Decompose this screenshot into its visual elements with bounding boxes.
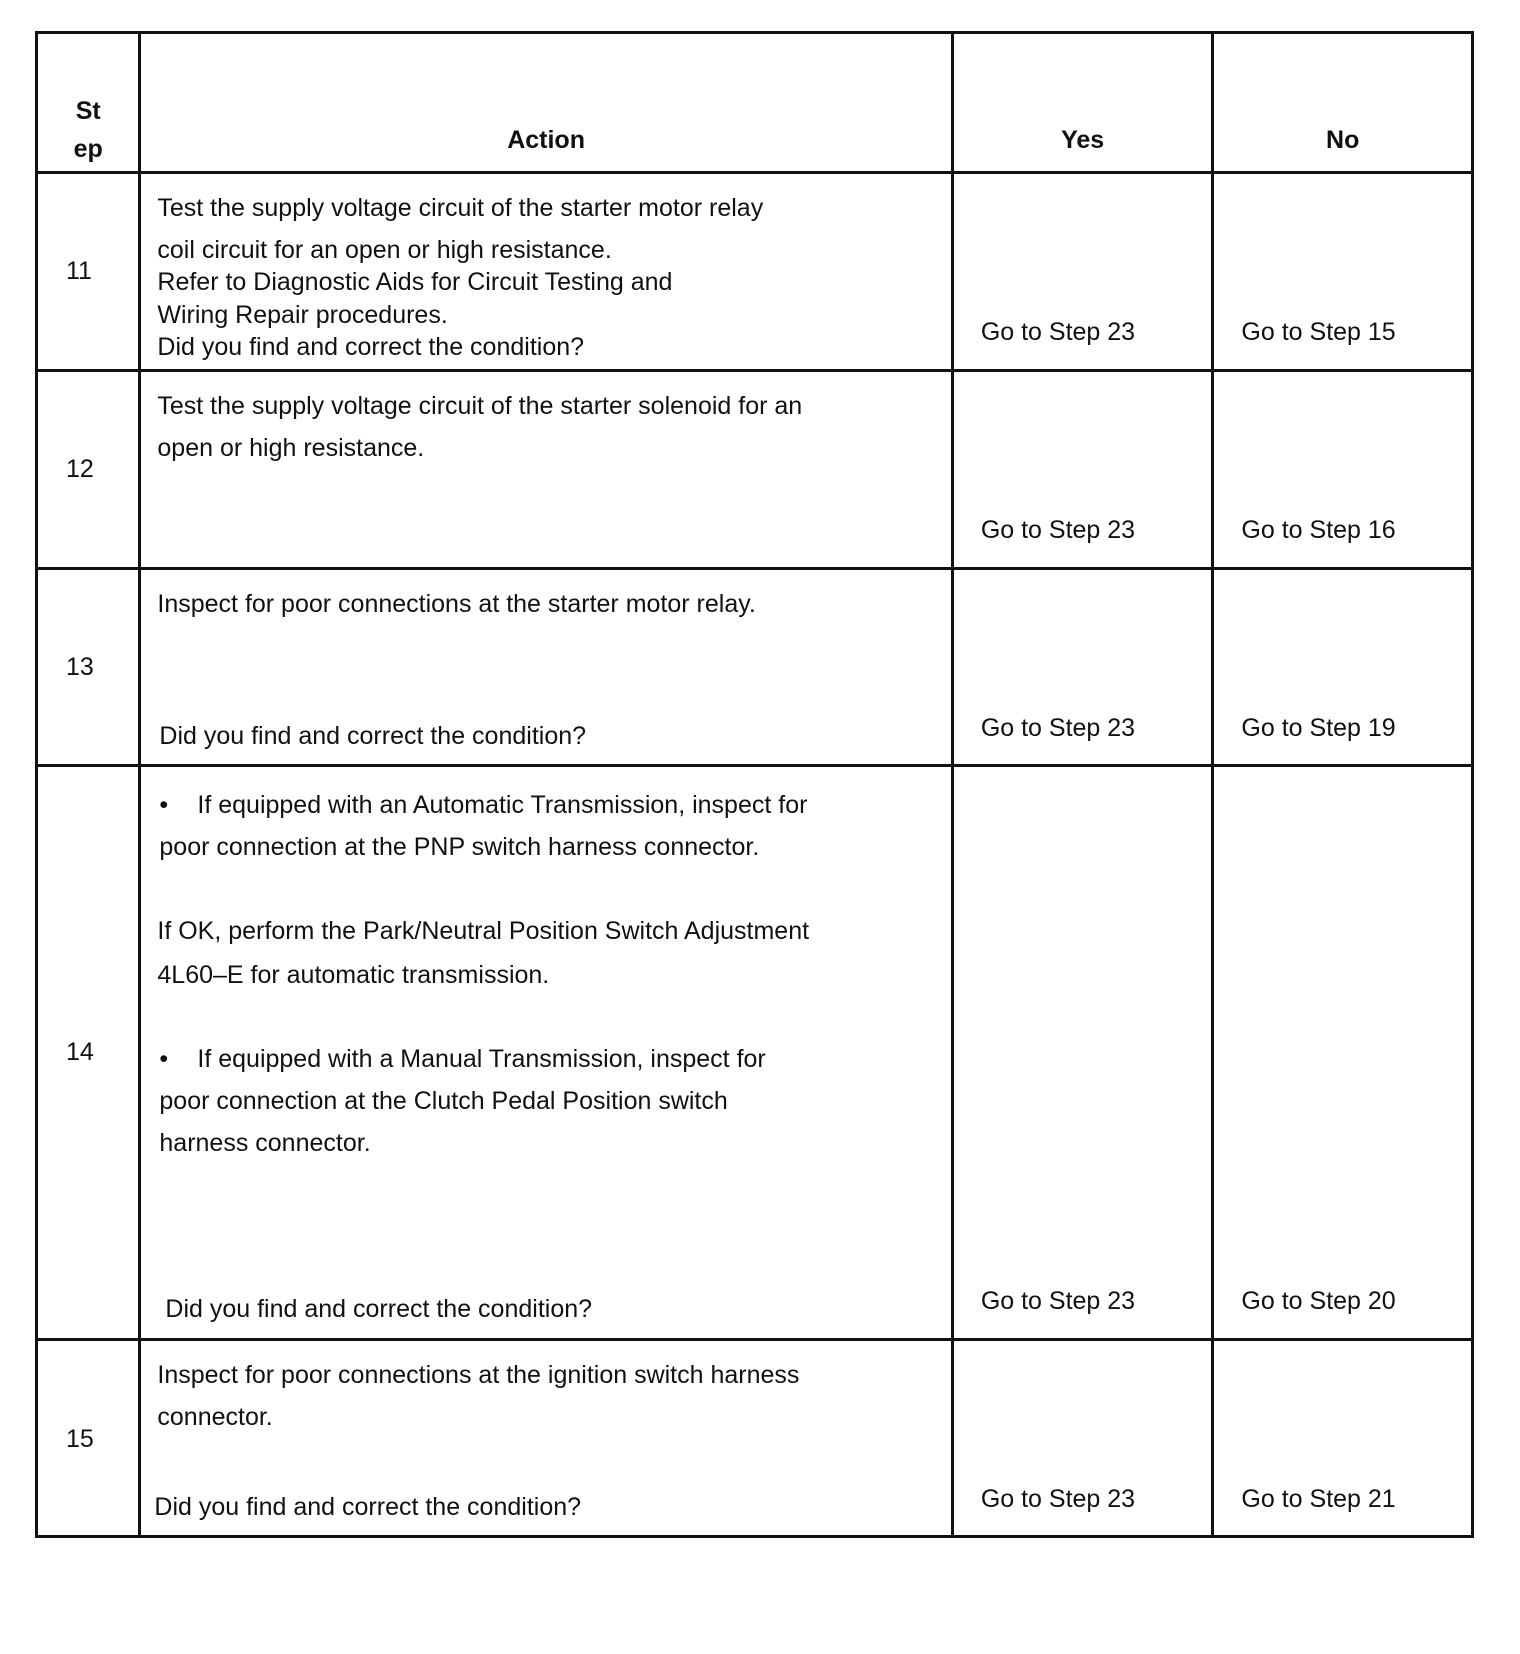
action-line	[157, 1043, 940, 1085]
yes-cell	[952, 766, 1213, 1340]
table-row	[37, 569, 1473, 766]
step-number: 11	[66, 257, 92, 285]
no-goto-link: Go to Step 16	[1241, 516, 1396, 544]
action-line: open or high resistance.	[157, 434, 425, 462]
header-step-line1: St	[75, 97, 101, 125]
header-yes	[952, 33, 1213, 173]
no-goto-link: Go to Step 21	[1241, 1485, 1396, 1513]
bullet-icon: •	[159, 1045, 169, 1073]
no-cell	[1213, 371, 1473, 569]
header-step-line2: ep	[73, 135, 103, 163]
no-cell	[1213, 569, 1473, 766]
action-line: Inspect for poor connections at the starter motor relay.	[157, 590, 756, 618]
action-line: 4L60–E for automatic transmission.	[157, 961, 550, 989]
no-cell	[1213, 173, 1473, 371]
no-cell	[1213, 1340, 1473, 1537]
action-line: harness connector.	[159, 1129, 371, 1157]
no-goto-link: Go to Step 15	[1241, 318, 1396, 346]
table-row	[37, 173, 1473, 371]
step-cell	[37, 569, 140, 766]
header-yes-label: Yes	[1061, 126, 1105, 154]
action-line: Test the supply voltage circuit of the starter solenoid for an	[157, 392, 803, 420]
bullet-icon: •	[159, 791, 169, 819]
yes-cell	[952, 1340, 1213, 1537]
step-number: 13	[66, 653, 94, 681]
action-cell	[140, 1340, 952, 1537]
action-line: Did you find and correct the condition?	[157, 333, 585, 361]
diagnostic-step-table	[35, 31, 1474, 1538]
header-row	[37, 33, 1473, 173]
action-line: poor connection at the Clutch Pedal Position switch	[159, 1087, 728, 1115]
action-cell	[140, 173, 952, 371]
action-line: Did you find and correct the condition?	[154, 1493, 582, 1521]
no-cell	[1213, 766, 1473, 1340]
action-line: If OK, perform the Park/Neutral Position Switch Adjustment	[157, 917, 810, 945]
action-line	[157, 789, 940, 831]
step-number: 12	[66, 455, 94, 483]
action-line: coil circuit for an open or high resistance.	[157, 236, 612, 264]
step-cell	[37, 371, 140, 569]
action-line: Refer to Diagnostic Aids for Circuit Testing and	[157, 268, 673, 296]
action-line-text: If equipped with a Manual Transmission, inspect for	[197, 1045, 766, 1073]
action-cell	[140, 569, 952, 766]
action-line-text: If equipped with an Automatic Transmission, inspect for	[197, 791, 808, 819]
action-line: Did you find and correct the condition?	[159, 722, 587, 750]
step-cell	[37, 1340, 140, 1537]
yes-cell	[952, 569, 1213, 766]
step-cell	[37, 766, 140, 1340]
yes-cell	[952, 173, 1213, 371]
header-step	[37, 33, 140, 173]
action-line: poor connection at the PNP switch harness connector.	[159, 833, 760, 861]
action-cell	[140, 371, 952, 569]
action-cell	[140, 766, 952, 1340]
yes-goto-link: Go to Step 23	[980, 318, 1136, 346]
no-goto-link: Go to Step 20	[1241, 1287, 1396, 1315]
yes-cell	[952, 371, 1213, 569]
header-action-label: Action	[507, 126, 585, 154]
step-cell	[37, 173, 140, 371]
action-line: Test the supply voltage circuit of the starter motor relay	[157, 194, 764, 222]
header-action	[140, 33, 952, 173]
yes-goto-link: Go to Step 23	[980, 516, 1136, 544]
table-row	[37, 1340, 1473, 1537]
step-number: 15	[66, 1425, 94, 1453]
no-goto-link: Go to Step 19	[1241, 714, 1396, 742]
step-number: 14	[66, 1038, 94, 1066]
action-line: Wiring Repair procedures.	[157, 301, 448, 329]
action-line: Inspect for poor connections at the ignition switch harness	[157, 1361, 800, 1389]
action-line: connector.	[157, 1403, 273, 1431]
header-no	[1213, 33, 1473, 173]
header-no-label: No	[1326, 126, 1360, 154]
action-line: Did you find and correct the condition?	[165, 1295, 593, 1323]
table-row	[37, 371, 1473, 569]
yes-goto-link: Go to Step 23	[980, 1485, 1136, 1513]
yes-goto-link: Go to Step 23	[980, 1287, 1136, 1315]
yes-goto-link: Go to Step 23	[980, 714, 1136, 742]
table-row	[37, 766, 1473, 1340]
